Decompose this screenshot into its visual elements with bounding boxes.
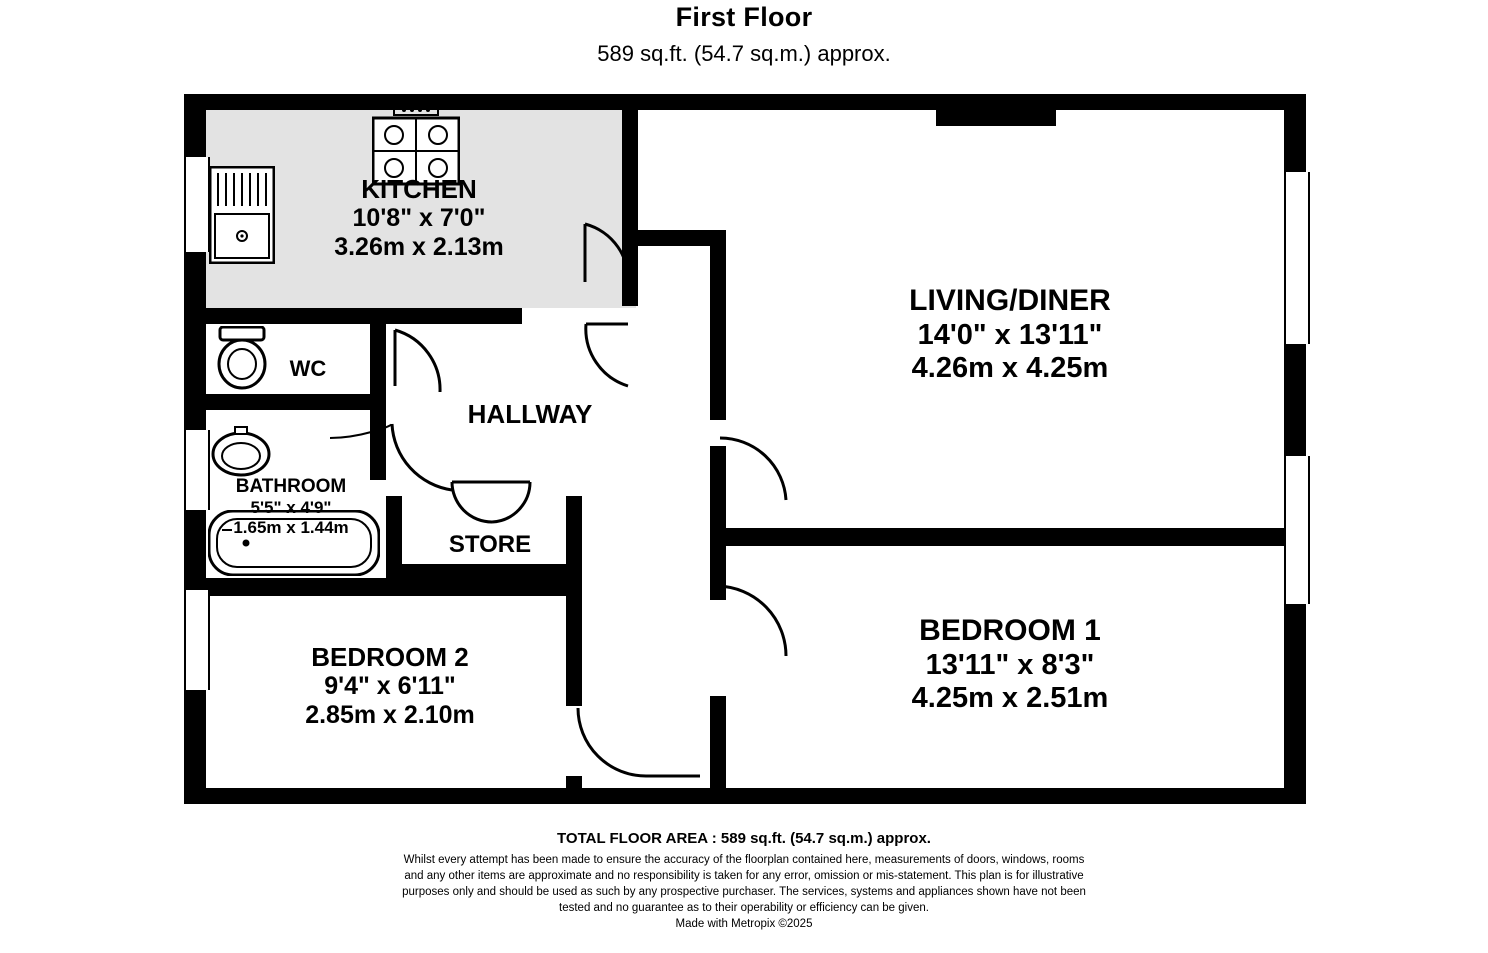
door-bedroom2 [578, 708, 646, 776]
kitchen-dim-metric: 3.26m x 2.13m [334, 233, 504, 262]
bathroom-dim-imperial: 5'5" x 4'9" [250, 498, 332, 518]
room-label-bedroom1 [740, 614, 1280, 716]
room-label-bedroom2 [210, 642, 570, 730]
bedroom2-dim-metric: 2.85m x 2.10m [305, 701, 475, 730]
page-title: First Floor [675, 2, 813, 32]
door-living-entry [720, 438, 786, 500]
room-label-living-diner [740, 284, 1280, 386]
bedroom2-dim-imperial: 9'4" x 6'11" [324, 672, 456, 701]
bedroom1-dim-metric: 4.25m x 2.51m [911, 682, 1109, 715]
floorplan-footer [0, 830, 1488, 930]
window-bay-notch-icon [930, 100, 1062, 134]
door-hallway-living [586, 324, 628, 386]
store-name: STORE [448, 531, 532, 558]
made-with-text: Made with Metropix ©2025 [675, 918, 813, 931]
door-wc [395, 330, 440, 392]
bedroom1-dim-imperial: 13'11" x 8'3" [925, 648, 1095, 681]
bathroom-dim-metric: 1.65m x 1.44m [233, 517, 349, 537]
total-floor-area: TOTAL FLOOR AREA : 589 sq.ft. (54.7 sq.m.) approx. [557, 830, 931, 847]
living-name: LIVING/DINER [909, 284, 1111, 317]
room-label-hallway [390, 399, 670, 429]
room-label-wc [248, 356, 368, 382]
living-dim-imperial: 14'0" x 13'11" [917, 318, 1103, 351]
disclaimer-text: Whilst every attempt has been made to ensure the accuracy of the floorplan contained here, measurements of doors, windows, rooms and any other items are approximate and no responsibility is taken for any error, omission or mis-statement. This plan is for illustrative purposes only and should be used as such by any prospective purchaser. The services, systems and appliances shown have not been tested and no guarantee as to their operability or efficiency can be given. [402, 854, 1086, 914]
floorplan-canvas [0, 86, 1488, 826]
bathroom-name: BATHROOM [235, 476, 347, 497]
bedroom1-name: BEDROOM 1 [919, 614, 1101, 647]
bedroom2-name: BEDROOM 2 [311, 642, 469, 672]
door-store-right [492, 482, 530, 522]
floor-area-subtitle: 589 sq.ft. (54.7 sq.m.) approx. [597, 41, 891, 66]
door-bathroom [392, 424, 452, 490]
room-label-kitchen [204, 174, 634, 262]
washbasin-icon [210, 426, 272, 478]
kitchen-name: KITCHEN [361, 174, 477, 204]
kitchen-dim-imperial: 10'8" x 7'0" [352, 204, 486, 233]
room-label-bathroom [196, 476, 386, 537]
door-store-left [452, 482, 492, 522]
room-label-store [400, 531, 580, 559]
floorplan-header [0, 0, 1488, 67]
wc-name: WC [289, 356, 327, 381]
living-dim-metric: 4.26m x 4.25m [911, 352, 1109, 385]
hallway-name: HALLWAY [467, 399, 593, 429]
